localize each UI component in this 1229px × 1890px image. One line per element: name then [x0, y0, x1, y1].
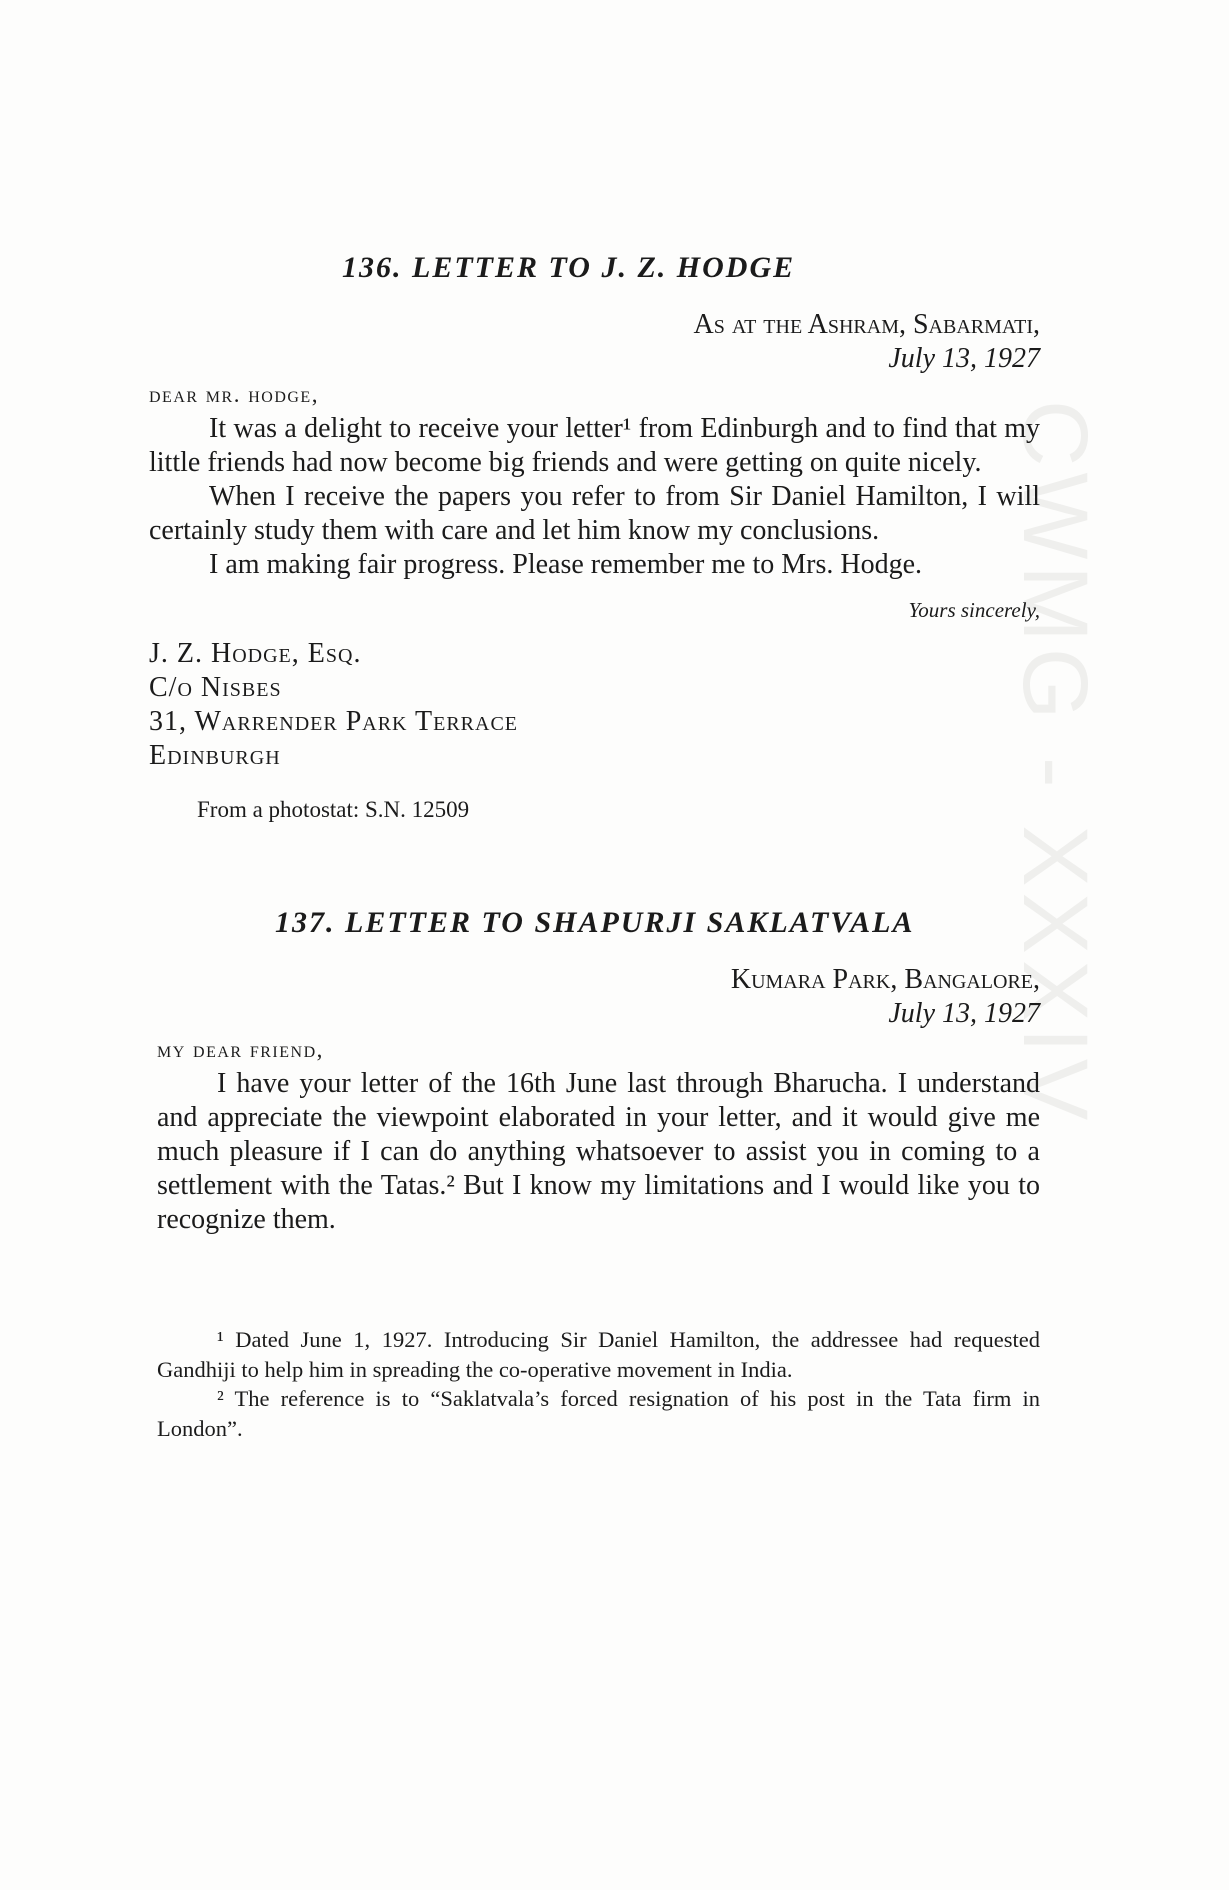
- addressee-line: 31, Warrender Park Terrace: [149, 706, 518, 737]
- letter-137-heading: 137. LETTER TO SHAPURJI SAKLATVALA: [275, 906, 915, 939]
- letter-136-closing: Yours sincerely,: [908, 598, 1040, 622]
- letter-137-date: July 13, 1927: [888, 998, 1040, 1029]
- letter-136-date: July 13, 1927: [888, 343, 1040, 374]
- footnote-1: ¹ Dated June 1, 1927. Introducing Sir Daniel Hamilton, the addressee had requested Gandhiji to help him in spreading the co-operative movement in India.: [157, 1327, 1040, 1382]
- letter-137-body: [149, 1067, 1040, 1237]
- footnote-2: ² The reference is to “Saklatvala’s forced resignation of his post in the Tata firm in London”.: [157, 1386, 1040, 1441]
- letter-137-salutation: my dear friend,: [157, 1037, 324, 1062]
- footnotes: [149, 1325, 1040, 1443]
- watermark: CWMG - XXXIV: [1004, 400, 1106, 1127]
- letter-136-paragraph: It was a delight to receive your letter¹ from Edinburgh and to find that my little friends had now become big friends and were getting on quite nicely.: [149, 413, 1040, 478]
- letter-136-body: [149, 412, 1040, 582]
- addressee-line: Edinburgh: [149, 740, 281, 771]
- letter-136-paragraph: I am making fair progress. Please remember me to Mrs. Hodge.: [209, 549, 923, 580]
- addressee-line: C/o Nisbes: [149, 672, 282, 703]
- document-page: [149, 250, 1040, 1443]
- letter-137-place: Kumara Park, Bangalore,: [730, 964, 1040, 995]
- letter-136-salutation: dear mr. hodge,: [149, 382, 319, 407]
- letter-137-paragraph: I have your letter of the 16th June last through Bharucha. I understand and appreciate the viewpoint elaborated in your letter, and it would give me much pleasure if I can do anything whatsoever to assist you in coming to a settlement with the Tatas.² But I know my limitations and I would like you to recognize them.: [157, 1068, 1040, 1235]
- letter-136-source: From a photostat: S.N. 12509: [197, 797, 470, 822]
- letter-136-paragraph: When I receive the papers you refer to from Sir Daniel Hamilton, I will certainly study them with care and let him know my conclusions.: [149, 481, 1040, 546]
- letter-136-addressee: [149, 637, 1040, 773]
- letter-136-heading: 136. LETTER TO J. Z. HODGE: [342, 251, 796, 284]
- letter-136-place: As at the Ashram, Sabarmati,: [693, 309, 1040, 340]
- addressee-line: J. Z. Hodge, Esq.: [149, 638, 362, 669]
